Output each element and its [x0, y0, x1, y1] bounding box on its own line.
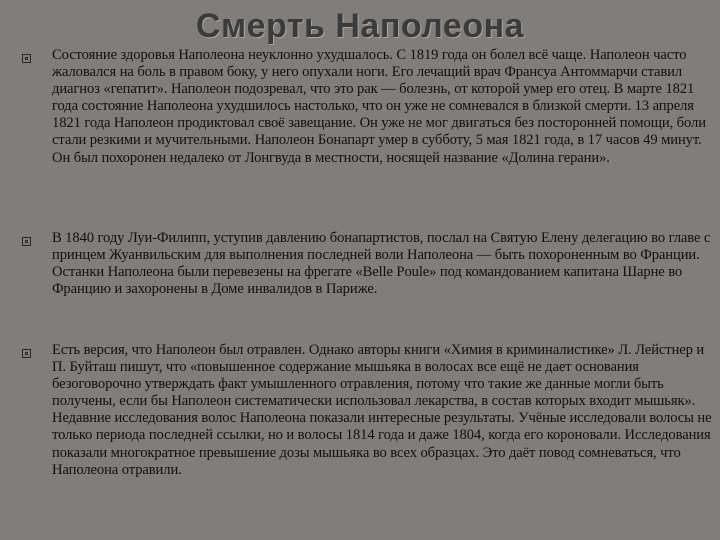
square-bullet-icon — [22, 54, 31, 63]
paragraph-poisoning-version: Есть версия, что Наполеон был отравлен. Однако авторы книги «Химия в криминалистике» Л. Лейстнер и П. Буйташ пишут, что «повышенное содержание мышьяка в волосах все ещё не дает основания безоговорочно утверждать факт умышленного отравления, потому что такие же данные могли быть получены, если бы Наполеон систематически использовал лекарства, в состав которых входит мышьяк». Недавние исследования волос Наполеона показали интересные результаты. Учёные исследовали волосы не только периода последней ссылки, но и волосы 1814 года и даже 1804, когда его короновали. Исследования показали многократное превышение дозы мышьяка во всех образцах. Это даёт повод сомневаться, что Наполеона отравили. — [52, 342, 712, 478]
paragraph-reburial: В 1840 году Луи-Филипп, уступив давлению бонапартистов, послал на Святую Елену делегацию во главе с принцем Жуанвильским для выполнения последней воли Наполеона — быть похороненным во Франции. Останки Наполеона были перевезены на фрегате «Belle Poule» под командованием капитана Шарне во Францию и захоронены в Доме инвалидов в Париже. — [52, 230, 711, 298]
square-bullet-icon — [22, 237, 31, 246]
square-bullet-icon — [22, 349, 31, 358]
paragraph-health-and-death: Состояние здоровья Наполеона неуклонно ухудшалось. С 1819 года он болел всё чаще. Наполеон часто жаловался на боль в правом боку, у него опухали ноги. Его лечащий врач Франсуа Антоммарчи ставил диагноз «гепатит». Наполеон подозревал, что это рак — болезнь, от которой умер его отец. В марте 1821 года состояние Наполеона ухудшилось настолько, что он уже не сомневался в близкой смерти. 13 апреля 1821 года Наполеон продиктовал своё завещание. Он уже не мог двигаться без посторонней помощи, боли стали резкими и мучительными. Наполеон Бонапарт умер в субботу, 5 мая 1821 года, в 17 часов 49 минут. Он был похоронен недалеко от Лонгвуда в местности, носящей название «Долина герани». — [52, 47, 706, 166]
slide-title: Смерть Наполеона — [195, 7, 525, 45]
